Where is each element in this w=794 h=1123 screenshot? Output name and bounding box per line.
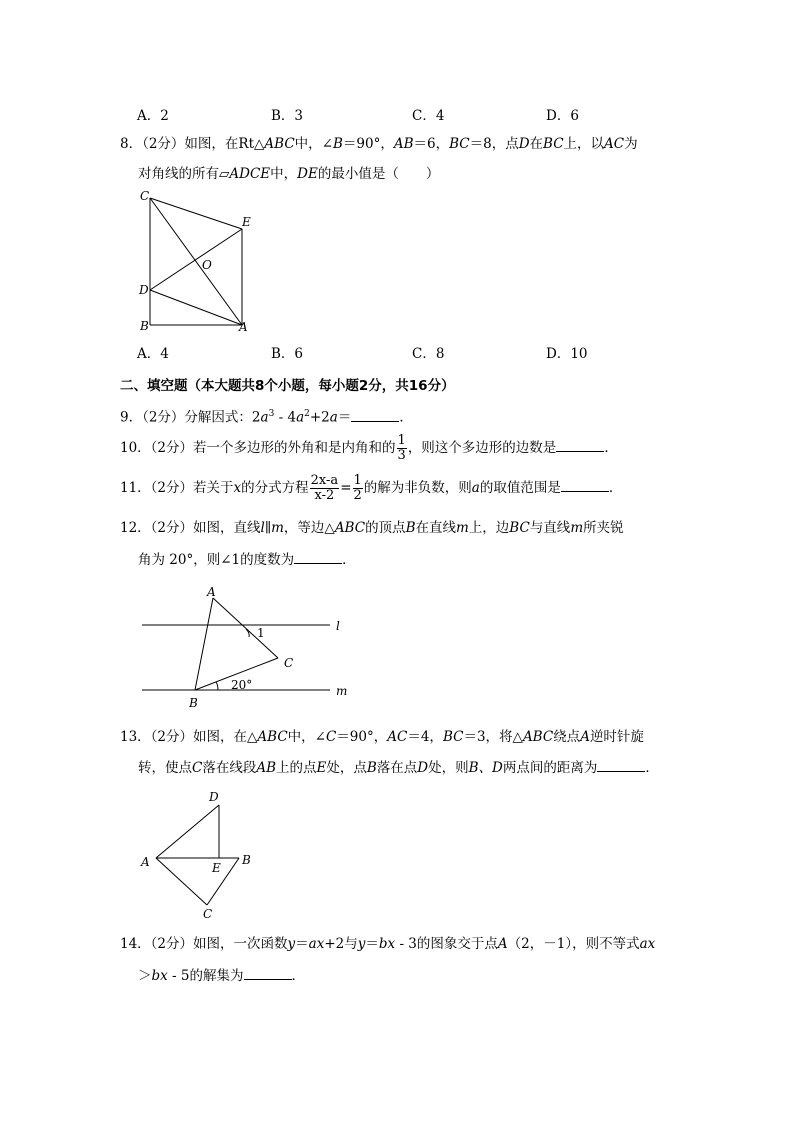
q8-label-o: O: [202, 258, 212, 272]
q12-label-angle1: 1: [257, 626, 265, 640]
q8-label-a: A: [239, 320, 248, 334]
q7-option-b: B．3: [271, 108, 304, 124]
q13-figure: [135, 785, 265, 925]
q12-label-l: l: [336, 619, 340, 633]
q8-line1: 8．（2分）如图，在Rt△ABC中，∠B＝90°，AB＝6，BC＝8，点D在BC上，以AC为: [120, 136, 638, 152]
q12-label-m: m: [336, 684, 348, 698]
q13-line2: 转，使点C落在线段AB上的点E处，点B落在点D处，则B、D两点间的距离为 ．: [138, 760, 659, 776]
q12-label-c: C: [284, 656, 294, 670]
section-heading: 二、填空题（本大题共8个小题，每小题2分，共16分）: [120, 378, 455, 394]
q8-label-b: B: [140, 319, 149, 333]
q7-option-a: A．2: [137, 108, 169, 124]
q13-answer-blank: [597, 759, 645, 772]
q13-label-b: B: [242, 853, 251, 867]
q12-line1: 12．（2分）如图，直线l∥m，等边△ABC的顶点B在直线m上，边BC与直线m所夹锐: [120, 520, 624, 536]
q8-option-d: D．10: [546, 346, 588, 362]
q11-rhs-fraction: $\frac{1}{2}$: [353, 473, 362, 503]
q8-label-d: D: [139, 283, 149, 297]
q8-option-c: C．8: [412, 346, 445, 362]
q11-answer-blank: [561, 479, 609, 492]
q8-label-e: E: [242, 215, 251, 229]
q11-lhs-fraction: $\frac{2x-a}{x-2}$: [310, 473, 339, 503]
q12-label-b: B: [189, 696, 198, 710]
q13-label-a: A: [141, 855, 150, 869]
q14-line1: 14．（2分）如图，一次函数y＝ax+2与y＝bx - 3的图象交于点A（2，－1），则不等式ax: [120, 936, 656, 952]
q8-label-c: C: [140, 189, 150, 203]
q9: 9．（2分）分解因式：$2a^3 - 4a^2+2a=$ ．: [120, 409, 413, 426]
q12-label-a: A: [207, 585, 216, 599]
q11: 11．（2分）若关于x的分式方程 $\frac{2x-a}{x-2}$ = $\frac{1}{2}$ 的解为非负数，则a的取值范围是 ．: [120, 473, 623, 503]
q12-label-20deg: 20°: [231, 678, 253, 692]
q7-option-c: C．4: [412, 108, 445, 124]
q7-option-d: D．6: [546, 108, 579, 124]
q8-line2: 对角线的所有▱ADCE中，DE的最小值是（ ）: [138, 166, 440, 182]
q13-label-d: D: [209, 790, 219, 804]
q12-line2: 角为 20°，则∠1的度数为 ．: [138, 552, 356, 568]
q13-label-e: E: [212, 861, 221, 875]
q10-fraction: $\frac{1}{3}$: [397, 433, 406, 463]
q10-answer-blank: [556, 439, 604, 452]
q13-line1: 13．（2分）如图，在△ABC中，∠C＝90°，AC＝4，BC＝3，将△ABC绕点A逆时针旋: [120, 729, 644, 745]
q10: 10．（2分）若一个多边形的外角和是内角和的 $\frac{1}{3}$ ，则这个多边形的边数是 ．: [120, 433, 618, 463]
q8-option-a: A．4: [137, 346, 169, 362]
q13-label-c: C: [203, 907, 213, 921]
q14-line2: ＞bx - 5的解集为 ．: [138, 968, 305, 984]
q14-answer-blank: [244, 967, 292, 980]
q9-answer-blank: [351, 409, 399, 422]
q8-figure: [130, 185, 260, 335]
q12-figure: [138, 580, 358, 710]
q8-option-b: B．6: [271, 346, 304, 362]
q12-answer-blank: [294, 551, 342, 564]
